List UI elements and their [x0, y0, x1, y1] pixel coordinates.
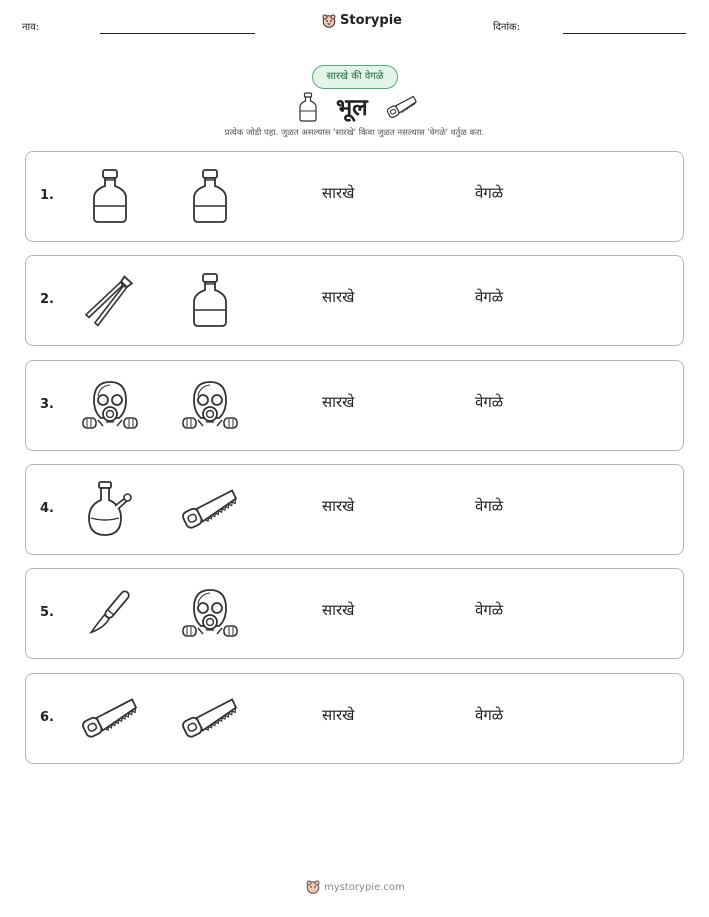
question-number: 1. [40, 188, 54, 203]
different-option[interactable]: वेगळे [475, 393, 504, 411]
bottle-icon [181, 167, 239, 225]
same-option[interactable]: सारखे [322, 706, 355, 724]
same-option[interactable]: सारखे [322, 288, 355, 306]
title-row [290, 88, 430, 124]
saw-icon [181, 480, 239, 538]
same-option[interactable]: सारखे [322, 497, 355, 515]
page-title: भूल [336, 95, 368, 121]
tweezers-icon [81, 271, 139, 329]
question-number: 3. [40, 397, 54, 412]
same-option[interactable]: सारखे [322, 601, 355, 619]
storypie-mascot-icon [322, 14, 336, 28]
question-card [25, 673, 684, 764]
saw-icon [81, 689, 139, 747]
name-field[interactable] [100, 33, 255, 34]
question-card [25, 360, 684, 451]
different-option[interactable]: वेगळे [475, 706, 504, 724]
same-option[interactable]: सारखे [322, 184, 355, 202]
gas-mask-icon [181, 376, 239, 434]
same-option[interactable]: सारखे [322, 393, 355, 411]
flask-icon [81, 480, 139, 538]
question-number: 4. [40, 501, 54, 516]
question-number: 6. [40, 710, 54, 725]
different-option[interactable]: वेगळे [475, 288, 504, 306]
question-number: 5. [40, 605, 54, 620]
instructions: प्रत्येक जोडी पहा. जुळत असल्यास 'सारखे' किंवा जुळत नसल्यास 'वेगळे' वर्तुळ करा. [224, 128, 485, 138]
footer-url: mystorypie.com [324, 881, 405, 893]
saw-icon [181, 689, 239, 747]
saw-icon [386, 94, 418, 120]
question-card [25, 255, 684, 346]
footer [306, 880, 405, 894]
different-option[interactable]: वेगळे [475, 601, 504, 619]
name-label: नाव: [22, 22, 40, 33]
question-card [25, 151, 684, 242]
date-label: दिनांक: [493, 22, 521, 33]
brand-name: Storypie [340, 13, 402, 28]
question-card [25, 568, 684, 659]
bottle-icon [181, 271, 239, 329]
gas-mask-icon [81, 376, 139, 434]
question-card [25, 464, 684, 555]
scalpel-icon [81, 584, 139, 642]
different-option[interactable]: वेगळे [475, 497, 504, 515]
date-field[interactable] [563, 33, 686, 34]
question-number: 2. [40, 292, 54, 307]
bottle-icon [81, 167, 139, 225]
storypie-mascot-icon [306, 880, 320, 894]
topic-badge: सारखे की वेगळे [312, 65, 398, 89]
bottle-icon [298, 92, 318, 122]
brand-logo [322, 13, 402, 28]
gas-mask-icon [181, 584, 239, 642]
different-option[interactable]: वेगळे [475, 184, 504, 202]
